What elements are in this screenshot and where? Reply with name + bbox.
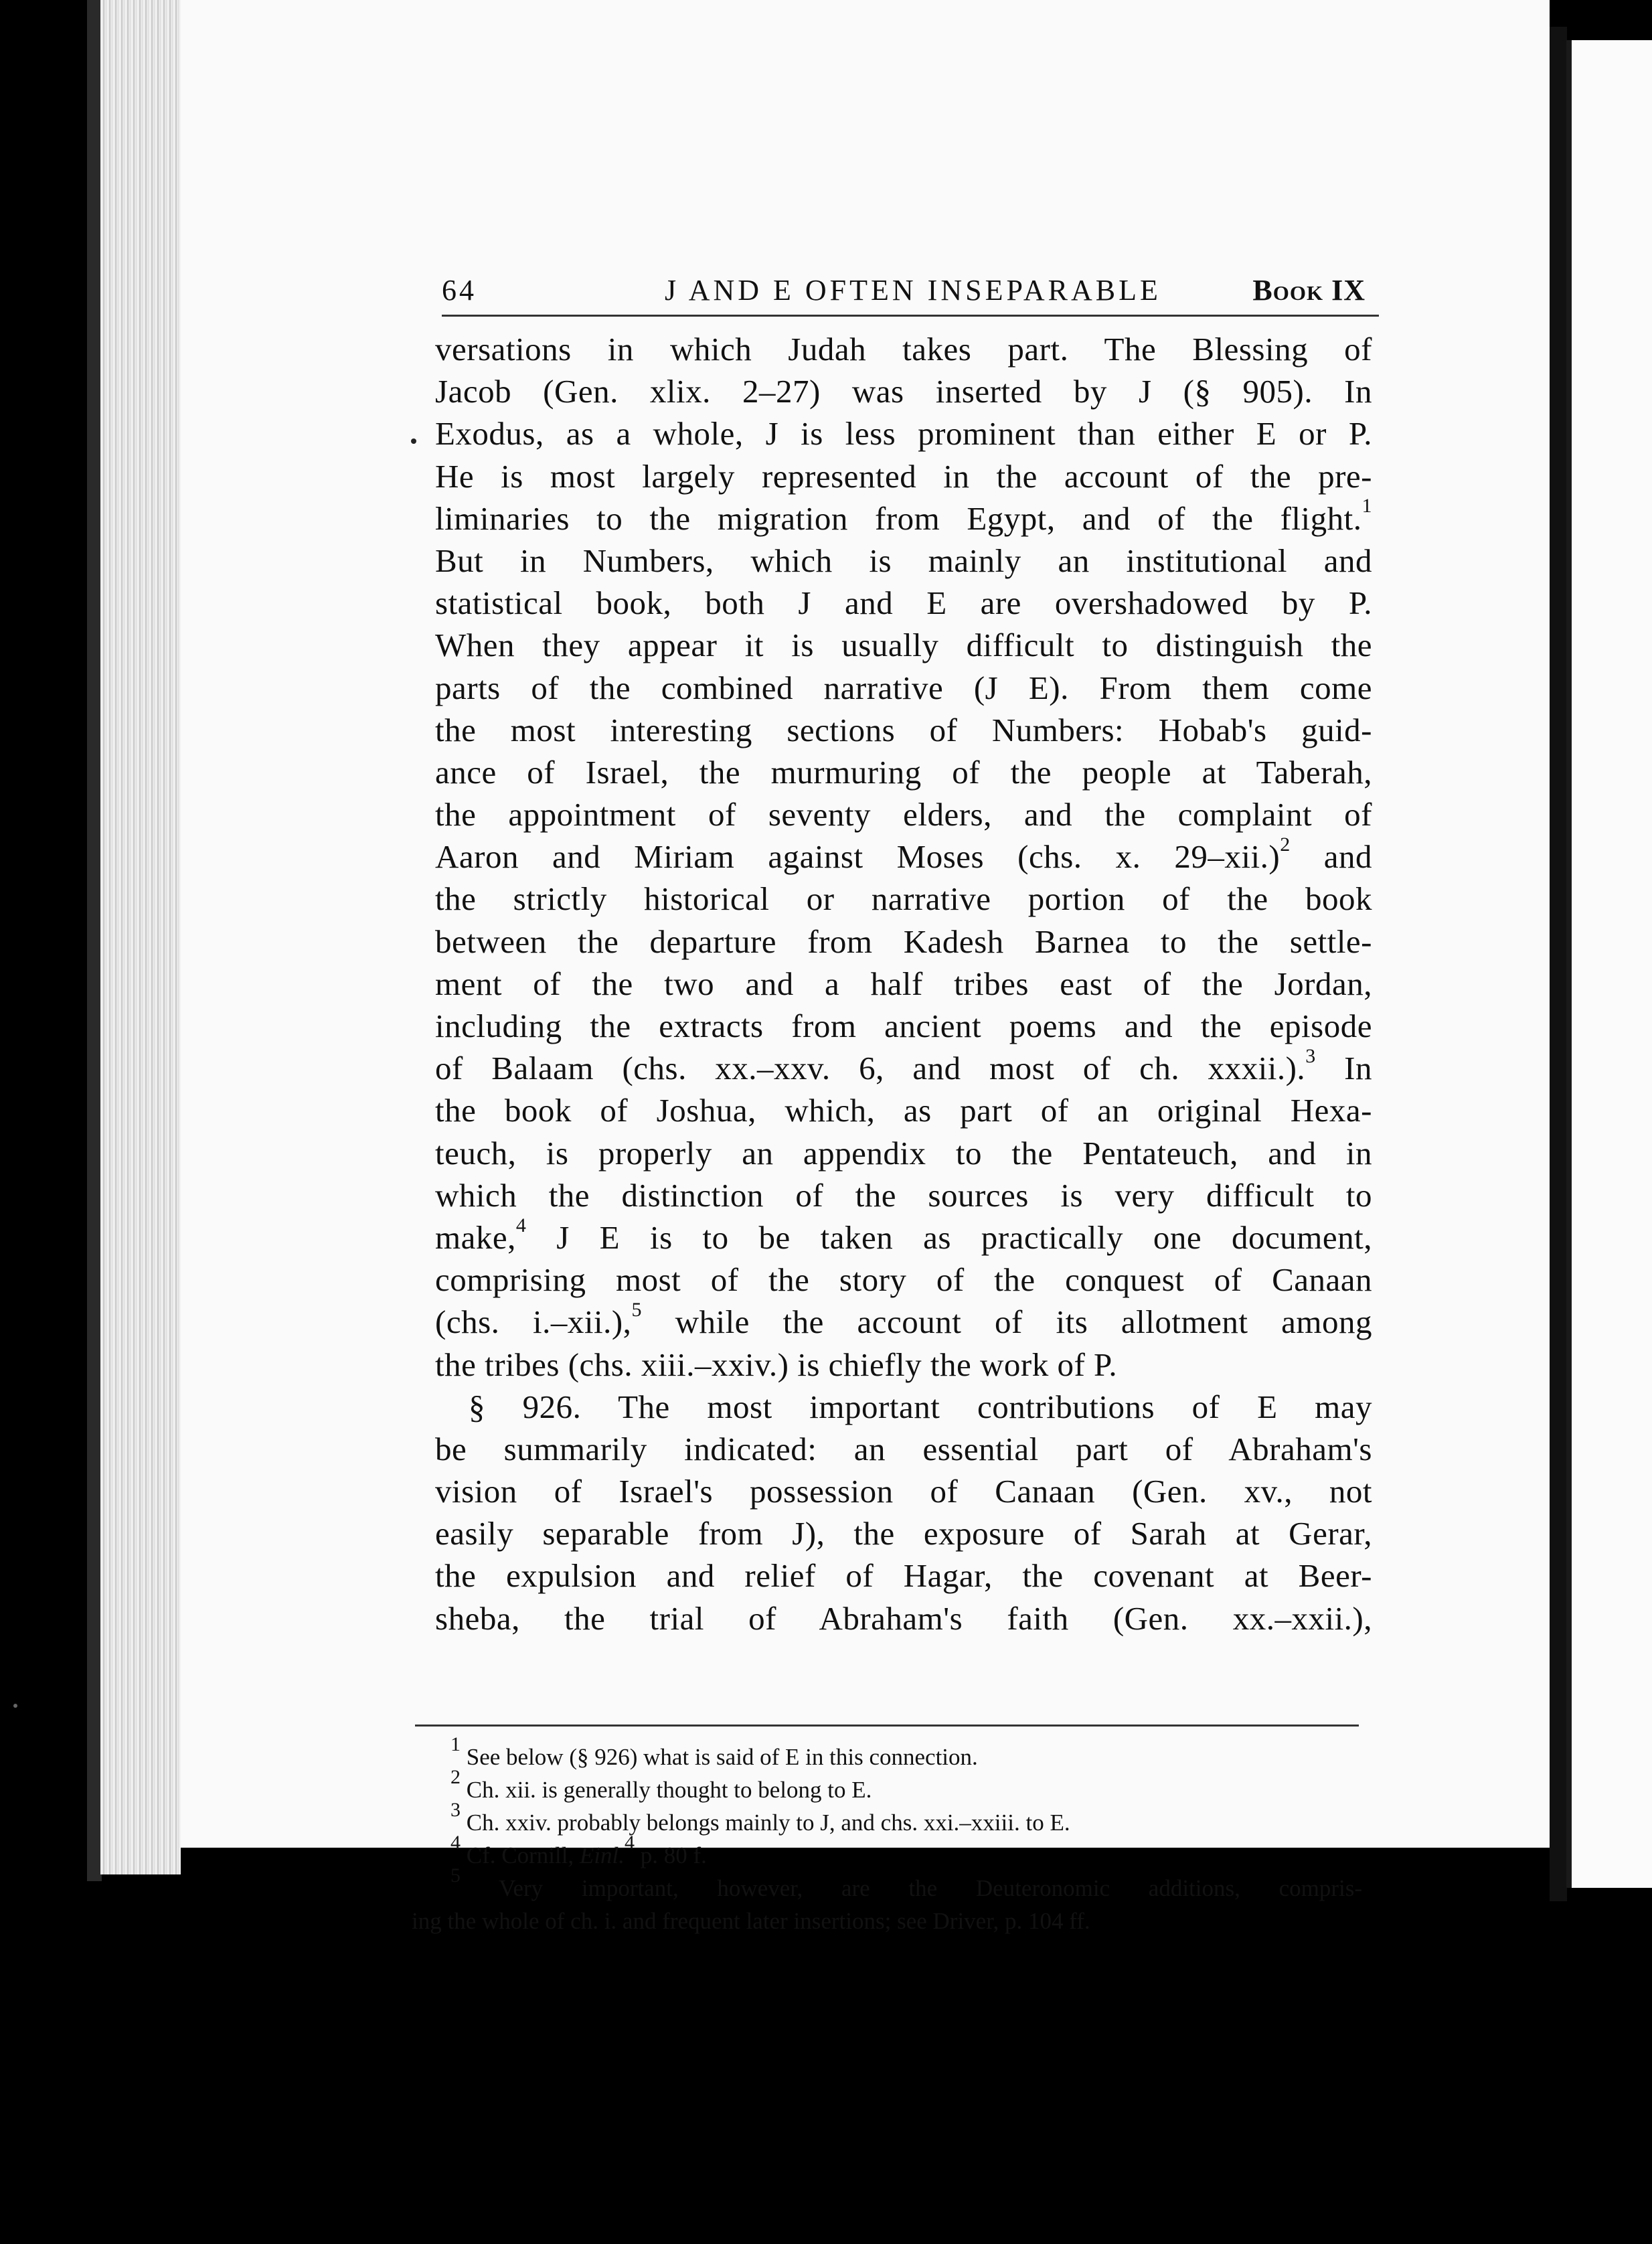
text-line: comprising most of the story of the conquest of Canaan	[435, 1261, 1372, 1299]
text-line: (chs. i.–xii.),$^5$ while the account of its allotment among	[435, 1298, 1372, 1341]
footnote: $^3$ Ch. xxiv. probably belongs mainly to J, and chs. xxi.–xxiii. to E.	[450, 1799, 1070, 1836]
scan-speck	[13, 1704, 17, 1708]
text-line: statistical book, both J and E are overshadowed by P.	[435, 584, 1372, 622]
gutter-shadow	[1550, 27, 1567, 1901]
text-line: Exodus, as a whole, J is less prominent than either E or P.	[435, 415, 1372, 453]
text-line: He is most largely represented in the account of the pre-	[435, 457, 1372, 495]
facing-page	[1566, 40, 1652, 1888]
text-line: which the distinction of the sources is very difficult to	[435, 1176, 1372, 1214]
footnote: $^5$ Very important, however, are the Deuteronomic additions, compris-	[450, 1864, 1362, 1901]
text-line: ment of the two and a half tribes east of the Jordan,	[435, 965, 1372, 1002]
text-line: ance of Israel, the murmuring of the people at Taberah,	[435, 753, 1372, 791]
text-line: the strictly historical or narrative portion of the book	[435, 880, 1372, 918]
footnote-continuation: ing the whole of ch. i. and frequent later insertions; see Driver, p. 104 ff.	[412, 1908, 1090, 1934]
running-title: J AND E OFTEN INSEPARABLE	[665, 274, 1161, 307]
text-line: sheba, the trial of Abraham's faith (Gen. xx.–xxii.),	[435, 1599, 1372, 1637]
text-line: the book of Joshua, which, as part of an original Hexa-	[435, 1092, 1372, 1129]
section-start-line: § 926. The most important contributions of E may	[469, 1388, 1372, 1425]
text-line: When they appear it is usually difficult to distinguish the	[435, 627, 1372, 664]
text-line: make,$^4$ J E is to be taken as practically one document,	[435, 1214, 1372, 1256]
text-line: the most interesting sections of Numbers: Hobab's guid-	[435, 711, 1372, 748]
footnotes	[412, 1733, 1362, 1937]
text-line: of Balaam (chs. xx.–xxv. 6, and most of ch. xxxii.).$^3$ In	[435, 1044, 1372, 1087]
footnote: $^1$ See below (§ 926) what is said of E in this connection.	[450, 1733, 978, 1770]
text-line: vision of Israel's possession of Canaan (Gen. xv., not	[435, 1473, 1372, 1510]
page-number: 64	[442, 274, 477, 307]
footnote-ref: 4	[515, 1214, 527, 1236]
text-line: be summarily indicated: an essential part of Abraham's	[435, 1430, 1372, 1467]
book-label: Book IX	[1252, 274, 1366, 307]
body-text	[435, 328, 1372, 1639]
text-line: including the extracts from ancient poems and the episode	[435, 1008, 1372, 1044]
book-spine-shadow	[87, 0, 102, 1881]
footnote: $^2$ Ch. xii. is generally thought to belong to E.	[450, 1766, 872, 1803]
text-line: teuch, is properly an appendix to the Pentateuch, and in	[435, 1134, 1372, 1172]
text-line: easily separable from J), the exposure of Sarah at Gerar,	[435, 1515, 1372, 1552]
text-line: the appointment of seventy elders, and the complaint of	[435, 796, 1372, 833]
text-line: But in Numbers, which is mainly an institutional and	[435, 542, 1372, 579]
footnote-ref: 3	[1305, 1044, 1316, 1067]
page-speck	[411, 438, 416, 444]
footnote: $^4$ Cf. Cornill, Einl.$^4$ p. 80 f.	[450, 1832, 707, 1868]
footnote-ref: 5	[631, 1298, 642, 1321]
text-line: the expulsion and relief of Hagar, the covenant at Beer-	[435, 1557, 1372, 1595]
text-line: the tribes (chs. xiii.–xxiv.) is chiefly the work of P.	[435, 1346, 1118, 1383]
text-line: parts of the combined narrative (J E). From them come	[435, 669, 1372, 706]
text-line: Jacob (Gen. xlix. 2–27) was inserted by J (§ 905). In	[435, 373, 1372, 410]
text-line: liminaries to the migration from Egypt, and of the flight.$^1$	[435, 495, 1372, 537]
header-rule	[442, 315, 1379, 317]
text-line: versations in which Judah takes part. The Blessing of	[435, 331, 1372, 368]
footnote-ref: 2	[1280, 833, 1291, 856]
text-line: Aaron and Miriam against Moses (chs. x. 29–xii.)$^2$ and	[435, 833, 1373, 876]
footnote-rule	[415, 1725, 1359, 1727]
text-line: between the departure from Kadesh Barnea to the settle-	[435, 923, 1372, 960]
footnote-ref: 1	[1361, 495, 1372, 517]
book-page-edges	[100, 0, 181, 1874]
running-head	[442, 273, 1379, 313]
